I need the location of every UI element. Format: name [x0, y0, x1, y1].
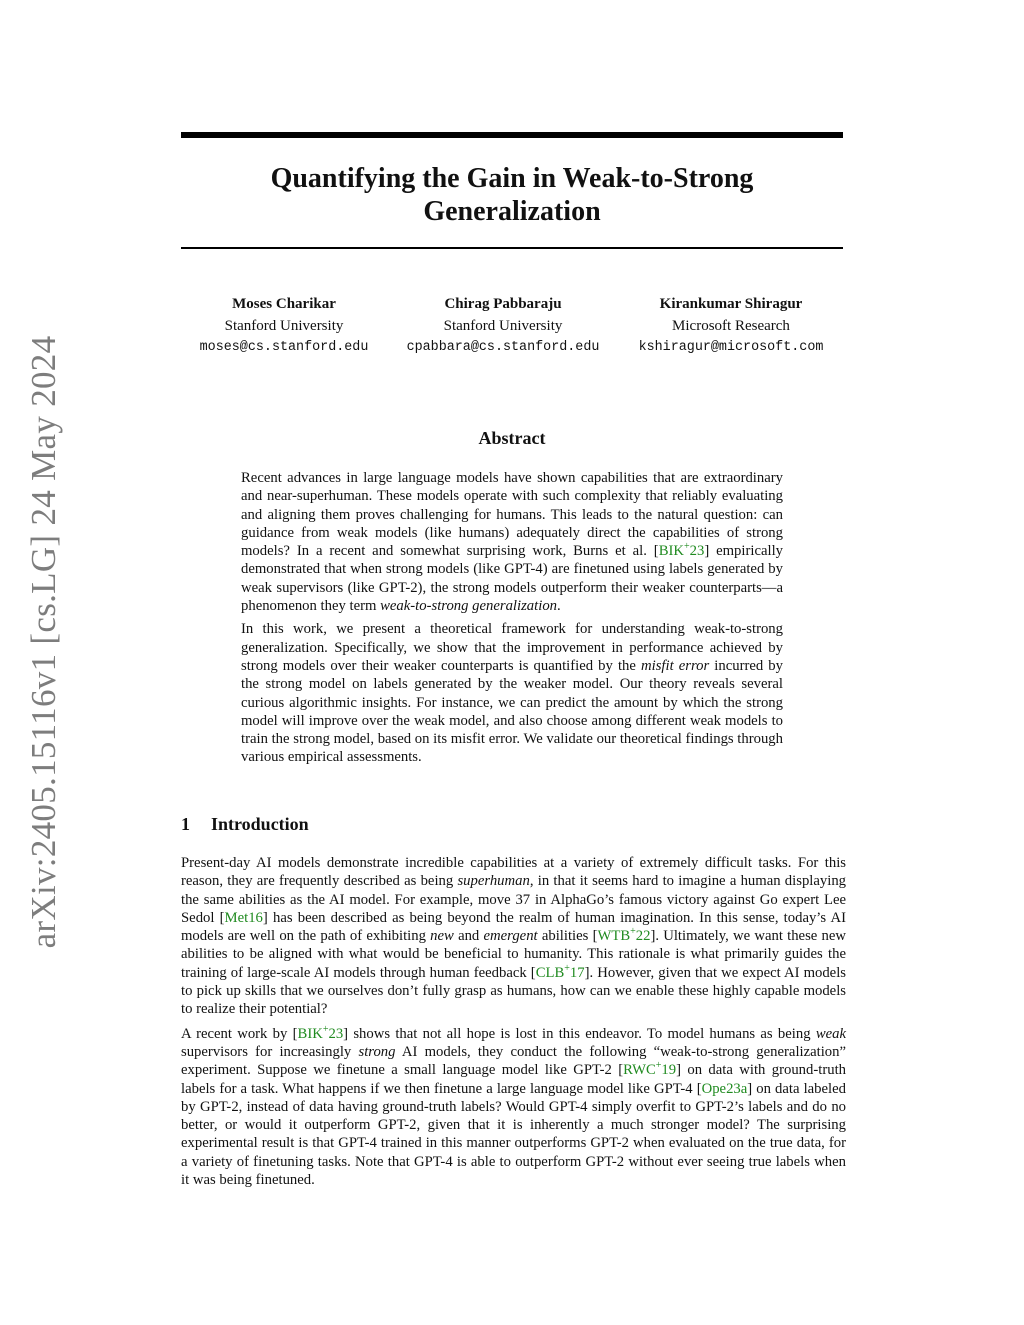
author-email: kshiragur@microsoft.com — [638, 340, 824, 355]
introduction-body — [181, 854, 846, 1195]
intro-paragraph-2: A recent work by [BIK+23] shows that not all hope is lost in this endeavor. To model humans as being weak supervisors for increasingly strong AI models, they conduct the following “weak-to-strong generalization” experiment. Suppose we finetune a small language model like GPT-2 [RWC+19] on data with ground-truth labels for a task. What happens if we then finetune a large language model like GPT-4 [Ope23a] on data labeled by GPT-2, instead of data having ground-truth labels? Would GPT-4 simply overfit to GPT-2’s labels and do no better, or would it outperform GPT-2, given that it is inherently a much stronger model? The surprising experimental result is that GPT-4 trained in this manner outperforms GPT-2 when evaluated on the true data, for a variety of finetuning tasks. Note that GPT-4 is able to outperform GPT-2 without ever seeing true labels when it was being finetuned. — [181, 1023, 847, 1189]
author-2 — [378, 294, 628, 359]
author-email: cpabbara@cs.stanford.edu — [406, 340, 600, 355]
section-title: Introduction — [211, 814, 309, 834]
title-line-2: Generalization — [423, 196, 601, 227]
title-line-1: Quantifying the Gain in Weak-to-Strong — [270, 163, 754, 194]
paper-title — [181, 162, 843, 228]
title-bottom-rule — [181, 247, 843, 249]
citation-link[interactable]: Met16 — [224, 909, 263, 926]
author-name: Kirankumar Shiragur — [659, 296, 803, 312]
author-name: Chirag Pabbaraju — [444, 296, 562, 312]
abstract-heading: Abstract — [478, 428, 546, 448]
citation-link[interactable]: BIK+23 — [658, 541, 705, 560]
abstract-paragraph-2: In this work, we present a theoretical framework for understanding weak-to-strong generalization. Specifically, we show that the improvement in performance achieved by strong models over their weaker counterparts is quantified by the misfit error incurred by the strong model on labels generated by the weaker model. Our theory reveals several curious algorithmic insights. For instance, we can predict the amount by which the strong model will improve over the weak model, and also choose among different weak models to train the strong model, based on its misfit error. We validate our theoretical findings through various empirical assessments. — [241, 621, 783, 766]
arxiv-identifier-stamp: arXiv:2405.15116v1 [cs.LG] 24 May 2024 — [24, 335, 63, 949]
title-top-rule — [181, 132, 843, 138]
section-number: 1 — [181, 814, 190, 834]
abstract-paragraph-1: Recent advances in large language models have shown capabilities that are extraordinary and near-superhuman. These models operate with such complexity that reliably evaluating and aligning them proves challenging for humans. This leads to the natural question: can guidance from weak models (like humans) adequately direct the capabilities of strong models? In a recent and somewhat surprising work, Burns et al. [BIK+23] empirically demonstrated that when strong models (like GPT-4) are finetuned using labels generated by weak supervisors (like GPT-2), the strong models outperform their weaker counterparts—a phenomenon they term weak-to-strong generalization. — [241, 470, 784, 615]
citation-link[interactable]: RWC+19 — [623, 1060, 677, 1079]
section-heading-introduction — [181, 814, 309, 835]
citation-link[interactable]: BIK+23 — [297, 1023, 344, 1042]
intro-paragraph-1: Present-day AI models demonstrate incredible capabilities at a variety of extremely difficult tasks. For this reason, they are frequently described as being superhuman, in that it seems hard to imagine a human displaying the same abilities as the AI model. For example, move 37 in AlphaGo’s famous victory against Go expert Lee Sedol [Met16] has been described as being beyond the realm of human imagination. In this sense, today’s AI models are well on the path of exhibiting new and emergent abilities [WTB+22]. Ultimately, we want these new abilities to be aligned with what would be beneficial to humanity. This rationale is what primarily guides the training of large-scale AI models through human feedback [CLB+17]. However, given that we expect AI models to pick up skills that we ourselves don’t fully grasp as humans, how can we enable these highly capable models to realize their potential? — [181, 855, 847, 1018]
citation-link[interactable]: WTB+22 — [597, 926, 651, 945]
author-3 — [606, 294, 856, 359]
citation-link[interactable]: Ope23a — [701, 1080, 748, 1097]
author-name: Moses Charikar — [232, 296, 336, 312]
author-affiliation: Microsoft Research — [672, 318, 790, 334]
author-affiliation: Stanford University — [443, 318, 563, 334]
author-affiliation: Stanford University — [224, 318, 344, 334]
author-1 — [159, 294, 409, 359]
citation-link[interactable]: CLB+17 — [535, 962, 585, 981]
abstract-body — [241, 469, 783, 772]
author-email: moses@cs.stanford.edu — [199, 340, 369, 355]
